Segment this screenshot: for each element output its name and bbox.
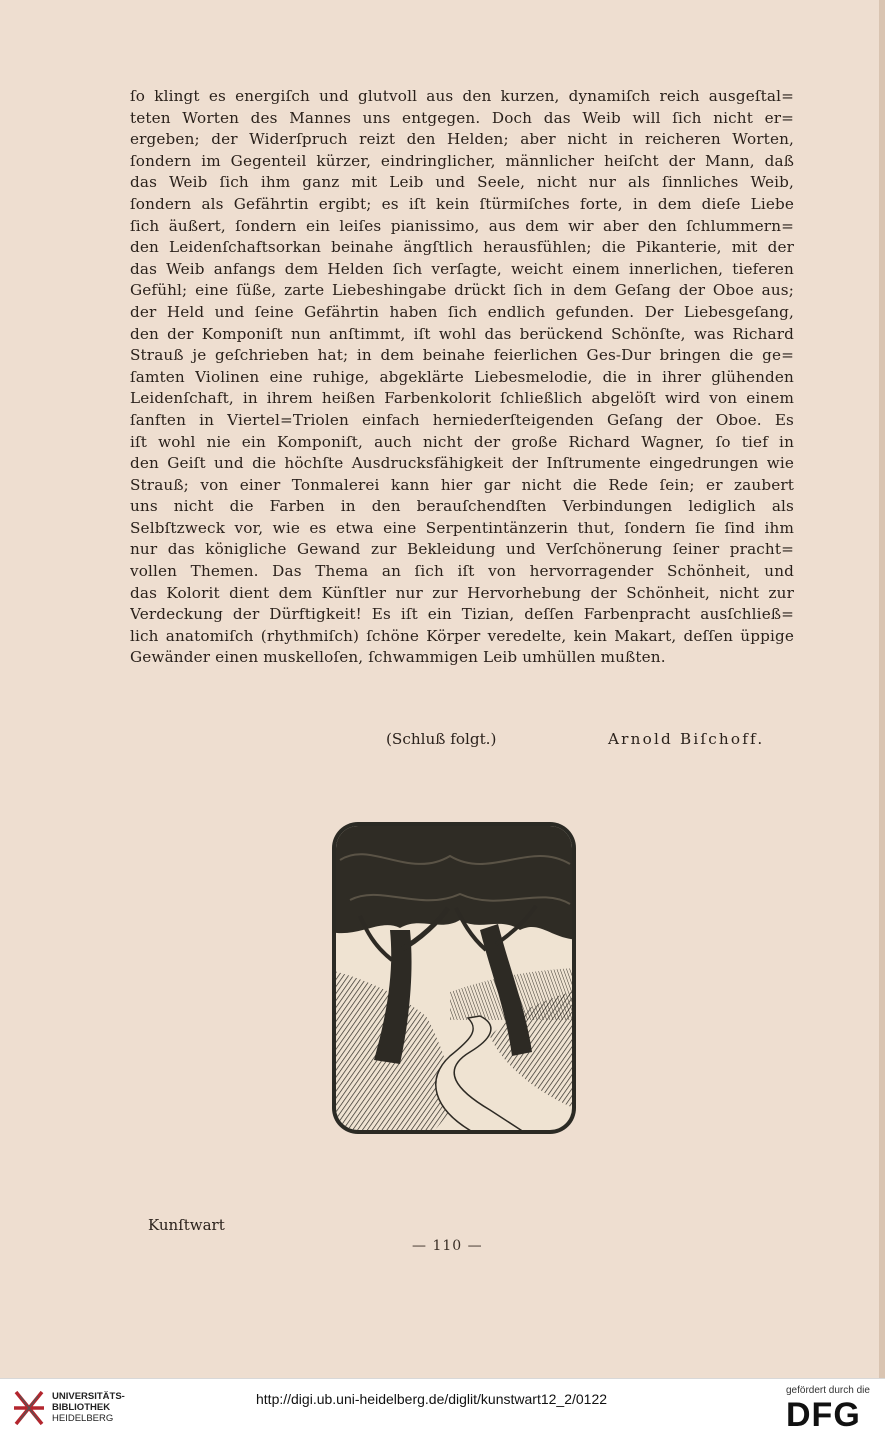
library-name-line-1: UNIVERSITÄTS- bbox=[52, 1391, 125, 1402]
dfg-logo: DFG bbox=[786, 1396, 861, 1434]
funded-by-label: gefördert durch die bbox=[786, 1385, 870, 1396]
text-line: ſondern als Gefährtin ergibt; es iſt kein ſtürmiſches forte, in dem dieſe Liebe bbox=[130, 194, 794, 213]
author-signature: Arnold Biſchoff. bbox=[608, 730, 765, 748]
text-line: iſt wohl nie ein Komponiſt, auch nicht der große Richard Wagner, ſo tief in bbox=[130, 432, 794, 451]
text-line: ergeben; der Widerſpruch reizt den Helden; aber nicht in reicheren Worten, bbox=[130, 130, 794, 149]
text-line: nur das königliche Gewand zur Bekleidung und Verſchönerung ſeiner pracht= bbox=[130, 540, 794, 559]
text-line: ſondern im Gegenteil kürzer, eindringlicher, männlicher heiſcht der Mann, daß bbox=[130, 151, 794, 170]
article-text bbox=[130, 86, 794, 669]
text-line: lich anatomiſch (rhythmiſch) ſchöne Körper veredelte, kein Makart, deſſen üppige bbox=[130, 626, 794, 645]
text-line: den Geiſt und die höchſte Ausdrucksfähigkeit der Inſtrumente eingedrungen wie bbox=[130, 454, 794, 473]
text-line: der Held und ſeine Gefährtin haben ſich endlich gefunden. Der Liebesgeſang, bbox=[130, 302, 794, 321]
digitization-footer bbox=[0, 1378, 885, 1438]
continuation-note: (Schluß folgt.) bbox=[386, 730, 497, 748]
text-line: Selbſtzweck vor, wie es etwa eine Serpentintänzerin thut, ſondern ſie ſind ihm bbox=[130, 518, 794, 537]
text-line: den Leidenſchaftsorkan beinahe ängſtlich herausfühlen; die Pikanterie, mit der bbox=[130, 238, 794, 257]
source-url-link[interactable]: http://digi.ub.uni-heidelberg.de/diglit/kunstwart12_2/0122 bbox=[256, 1391, 608, 1407]
woodcut-trees-illustration bbox=[330, 820, 578, 1136]
text-line: Strauß je geſchrieben hat; in dem beinahe feierlichen Ges-Dur bringen die ge= bbox=[130, 346, 794, 365]
text-line: den der Komponiſt nun anſtimmt, iſt wohl das berückend Schönſte, was Richard bbox=[130, 324, 794, 343]
text-line: Gewänder einen muskelloſen, ſchwammigen Leib umhüllen mußten. bbox=[130, 648, 666, 667]
text-line: vollen Themen. Das Thema an ſich iſt von hervorragender Schönheit, und bbox=[130, 562, 794, 581]
text-line: ſo klingt es energiſch und glutvoll aus den kurzen, dynamiſch reich ausgeſtal= bbox=[130, 87, 794, 105]
page-number: — 110 — bbox=[412, 1238, 483, 1254]
text-line: Leidenſchaft, in ihrem heißen Farbenkolorit ſchließlich abgelöſt wird von einem bbox=[130, 389, 794, 408]
text-line: Strauß; von einer Tonmalerei kann hier gar nicht die Rede ſein; er zaubert bbox=[130, 475, 794, 494]
closing-line bbox=[130, 730, 794, 752]
library-name-line-3: HEIDELBERG bbox=[52, 1413, 114, 1424]
text-line: ſich äußert, ſondern ein leiſes pianissimo, aus dem wir aber den ſchlummern= bbox=[130, 216, 794, 235]
page-edge bbox=[879, 0, 885, 1378]
text-line: Gefühl; eine ſüße, zarte Liebeshingabe drückt ſich in dem Geſang der Oboe aus; bbox=[130, 281, 794, 300]
library-name bbox=[52, 1391, 125, 1424]
text-line: Verdeckung der Dürftigkeit! Es iſt ein Tizian, deſſen Farbenpracht ausſchließ= bbox=[130, 605, 794, 624]
text-line: das Weib ſich ihm ganz mit Leib und Seele, nicht nur als ſinnliches Weib, bbox=[130, 173, 794, 192]
library-name-line-2: BIBLIOTHEK bbox=[52, 1402, 111, 1413]
text-line: teten Worten des Mannes uns entgegen. Doch das Weib will ſich nicht er= bbox=[130, 108, 794, 127]
text-line: das Kolorit dient dem Künſtler nur zur Hervorhebung der Schönheit, nicht zur bbox=[130, 583, 794, 602]
text-line: das Weib anfangs dem Helden ſich verſagte, weicht einem innerlichen, tieferen bbox=[130, 259, 794, 278]
text-line: uns nicht die Farben in den berauſchendſten Verbindungen lediglich als bbox=[130, 497, 794, 516]
text-line: ſanften in Viertel=Triolen einfach herniederſteigenden Geſang der Oboe. Es bbox=[130, 410, 794, 429]
running-title: Kunſtwart bbox=[148, 1216, 225, 1234]
heidelberg-library-logo-icon bbox=[12, 1388, 46, 1428]
text-line: ſamten Violinen eine ruhige, abgeklärte Liebesmelodie, die in ihrer glühenden bbox=[130, 367, 794, 386]
